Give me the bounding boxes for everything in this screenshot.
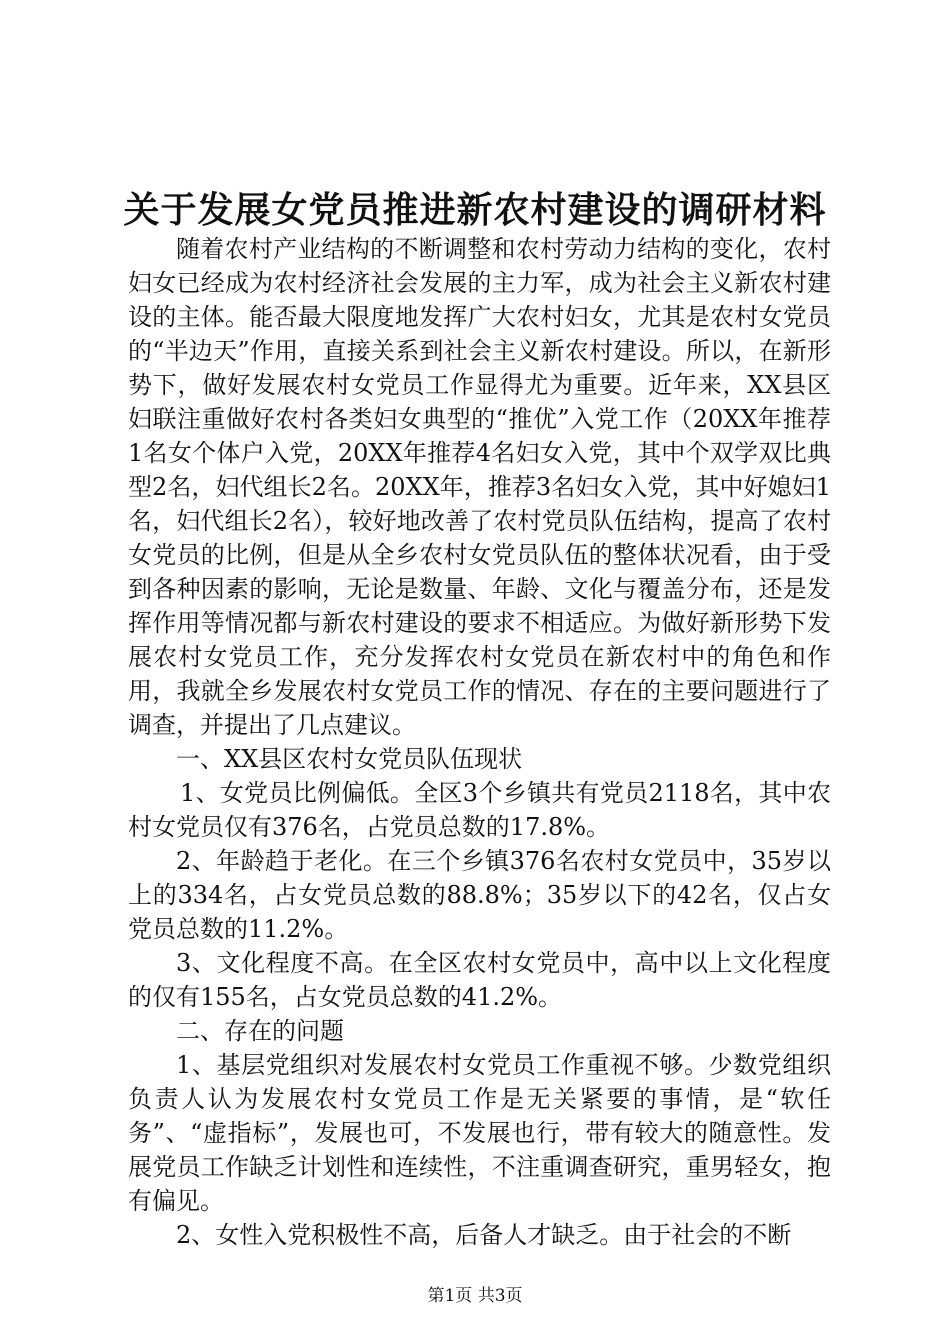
paragraph-item-age: 2、年龄趋于老化。在三个乡镇376名农村女党员中，35岁以上的334名，占女党员总数的88.8%；35岁以下的42名，仅占女党员总数的11.2%。 (128, 847, 831, 943)
document-title: 关于发展女党员推进新农村建设的调研材料 (123, 189, 827, 231)
document-body (128, 232, 831, 1252)
paragraph-problem-2: 2、女性入党积极性不高，后备人才缺乏。由于社会的不断 (176, 1221, 792, 1249)
paragraph-item-education: 3、文化程度不高。在全区农村女党员中，高中以上文化程度的仅有155名，占女党员总数的41.2%。 (128, 949, 831, 1011)
page-footer: 第1页 共3页 (427, 1286, 523, 1306)
paragraph-problem-1: 1、基层党组织对发展农村女党员工作重视不够。少数党组织负责人认为发展农村女党员工作是无关紧要的事情，是“软任务”、“虚指标”，发展也可，不发展也行，带有较大的随意性。发展党员工作缺乏计划性和连续性，不注重调查研究，重男轻女，抱有偏见。 (128, 1051, 831, 1215)
paragraph-intro: 随着农村产业结构的不断调整和农村劳动力结构的变化，农村妇女已经成为农村经济社会发展的主力军，成为社会主义新农村建设的主体。能否最大限度地发挥广大农村妇女，尤其是农村女党员的“半边天”作用，直接关系到社会主义新农村建设。所以，在新形势下，做好发展农村女党员工作显得尤为重要。近年来，XX县区妇联注重做好农村各类妇女典型的“推优”入党工作（20XX年推荐1名女个体户入党，20XX年推荐4名妇女入党，其中个双学双比典型2名，妇代组长2名。20XX年，推荐3名妇女入党，其中好媳妇1名，妇代组长2名），较好地改善了农村党员队伍结构，提高了农村女党员的比例，但是从全乡农村女党员队伍的整体状况看，由于受到各种因素的影响，无论是数量、年龄、文化与覆盖分布，还是发挥作用等情况都与新农村建设的要求不相适应。为做好新形势下发展农村女党员工作，充分发挥农村女党员在新农村中的角色和作用，我就全乡发展农村女党员工作的情况、存在的主要问题进行了调查，并提出了几点建议。 (128, 235, 831, 739)
paragraph-item-ratio: 1、女党员比例偏低。全区3个乡镇共有党员2118名，其中农村女党员仅有376名，占党员总数的17.8%。 (128, 779, 831, 841)
section-heading-status: 一、XX县区农村女党员队伍现状 (176, 745, 523, 773)
section-heading-problems: 二、存在的问题 (176, 1017, 344, 1045)
